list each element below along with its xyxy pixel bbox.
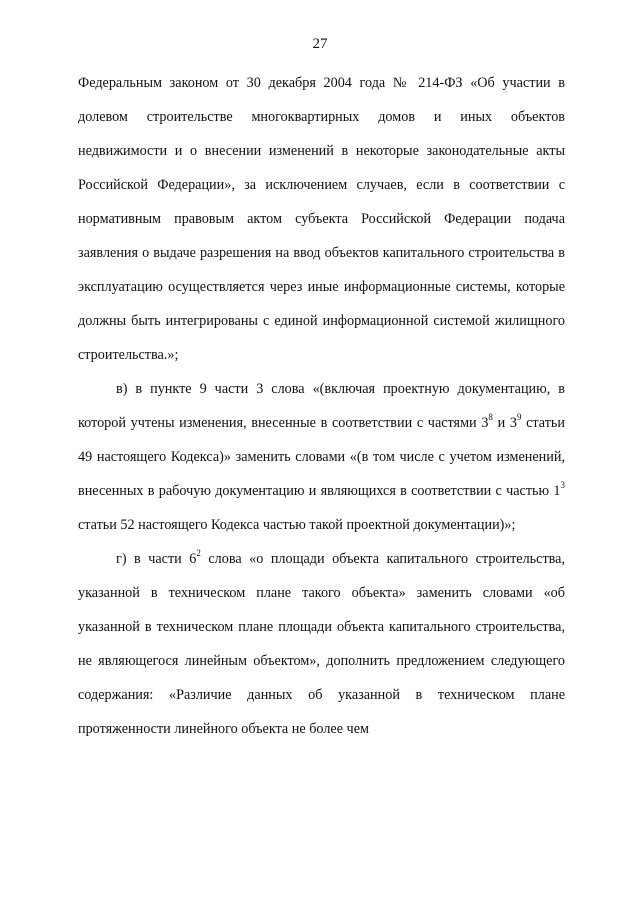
paragraph-text: и 3 [492,415,517,431]
paragraph-text: в) в пункте 9 части 3 слова «(включая проектную документацию, в которой учтены изменения, внесенные в соответствии с частями 3 [78,381,565,431]
paragraph-item-g [78,542,565,746]
paragraph-text: г) в части 6 [116,551,197,567]
paragraph-text: Федеральным законом от 30 декабря 2004 года № 214-ФЗ «Об участии в долевом строительстве многоквартирных домов и иных объектов недвижимости и о внесении изменений в некоторые законодательные акты Российской Федерации», за исключением случаев, если в соответствии с нормативным правовым актом субъекта Российской Федерации подача заявления о выдаче разрешения на ввод объектов капитального строительства в эксплуатацию осуществляется через иные информационные системы, которые должны быть интегрированы с единой информационной системой жилищного строительства.»; [78,75,565,363]
superscript: 2 [196,548,201,559]
superscript: 9 [516,412,522,423]
paragraph-text: слова «о площади объекта капитального строительства, указанной в техническом плане такого объекта» заменить словами «об указанной в техническом плане площади объекта капитального строительства, не являющегося линейным объектом», дополнить предложением следующего содержания: «Различие данных об указанной в техническом плане протяженности линейного объекта не более чем [78,551,565,737]
paragraph-text: статьи 52 настоящего Кодекса частью такой проектной документации)»; [78,517,516,533]
paragraph-federal-law-reference [78,66,565,372]
superscript: 3 [560,480,565,491]
page-number: 27 [312,36,328,52]
document-body [78,66,565,746]
superscript: 8 [488,412,493,423]
paragraph-item-v [78,372,565,542]
paragraph-text: статьи 49 настоящего Кодекса)» заменить словами «(в том числе с учетом изменений, внесенных в рабочую документацию и являющихся в соответствии с частью 1 [78,415,565,499]
